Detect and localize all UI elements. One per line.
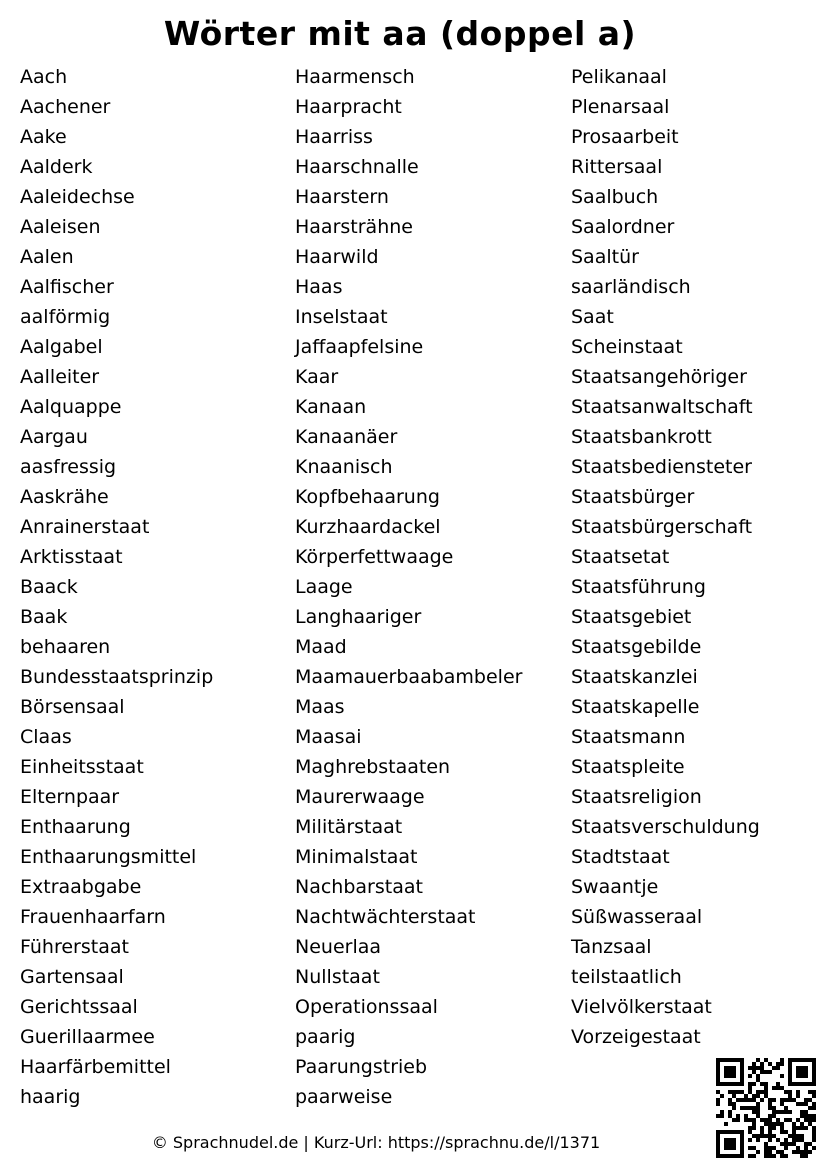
word-item: Staatsetat (571, 546, 670, 568)
word-item: saarländisch (571, 276, 691, 298)
word-item: Aalfischer (20, 276, 114, 298)
word-item: Guerillaarmee (20, 1026, 155, 1048)
qr-code (716, 1058, 816, 1158)
word-column-1 (20, 62, 213, 1112)
word-item: Langhaariger (295, 606, 422, 628)
word-item: Saaltür (571, 246, 639, 268)
word-item: Saalbuch (571, 186, 659, 208)
word-item: Enthaarung (20, 816, 131, 838)
word-item: Kaar (295, 366, 339, 388)
word-item: Einheitsstaat (20, 756, 144, 778)
word-item: Haarschnalle (295, 156, 419, 178)
word-item: Maurerwaage (295, 786, 425, 808)
word-item: Staatsbediensteter (571, 456, 752, 478)
word-item: Kanaan (295, 396, 367, 418)
word-item: Tanzsaal (571, 936, 652, 958)
word-item: Staatsbürger (571, 486, 695, 508)
word-item: Rittersaal (571, 156, 663, 178)
word-item: Kopfbehaarung (295, 486, 440, 508)
word-item: Stadtstaat (571, 846, 670, 868)
word-item: Nachtwächterstaat (295, 906, 476, 928)
word-item: teilstaatlich (571, 966, 682, 988)
page-title: Wörter mit aa (doppel a) (163, 14, 637, 53)
word-item: Knaanisch (295, 456, 393, 478)
word-item: Saat (571, 306, 614, 328)
word-item: Kanaanäer (295, 426, 398, 448)
word-item: Aalderk (20, 156, 93, 178)
word-item: Staatsgebilde (571, 636, 702, 658)
word-item: Haarwild (295, 246, 379, 268)
word-item: Maghrebstaaten (295, 756, 451, 778)
footer-copyright: © Sprachnudel.de | Kurz-Url: https://sprachnu.de/l/1371 (151, 1133, 601, 1152)
word-item: Staatsbankrott (571, 426, 712, 448)
word-item: Staatspleite (571, 756, 685, 778)
word-item: Saalordner (571, 216, 675, 238)
word-item: Gartensaal (20, 966, 124, 988)
word-item: Staatsangehöriger (571, 366, 747, 388)
word-item: Körperfettwaage (295, 546, 454, 568)
word-item: Vielvölkerstaat (571, 996, 712, 1018)
word-column-3 (571, 62, 760, 1052)
word-item: Paarungstrieb (295, 1056, 428, 1078)
word-item: Aaleisen (20, 216, 101, 238)
word-item: Staatskanzlei (571, 666, 698, 688)
word-item: Plenarsaal (571, 96, 670, 118)
word-item: Aach (20, 66, 68, 88)
word-item: Haarmensch (295, 66, 415, 88)
word-item: Süßwasseraal (571, 906, 703, 928)
word-item: Haarstern (295, 186, 389, 208)
word-item: Anrainerstaat (20, 516, 150, 538)
word-item: Staatsanwaltschaft (571, 396, 753, 418)
word-item: Haarpracht (295, 96, 402, 118)
word-item: Aalquappe (20, 396, 122, 418)
word-item: Enthaarungsmittel (20, 846, 197, 868)
word-item: Kurzhaardackel (295, 516, 441, 538)
word-item: Militärstaat (295, 816, 403, 838)
word-item: Haarriss (295, 126, 373, 148)
word-item: Haarsträhne (295, 216, 413, 238)
word-item: Aaleidechse (20, 186, 135, 208)
word-item: Aalleiter (20, 366, 100, 388)
word-item: Nullstaat (295, 966, 380, 988)
word-item: paarweise (295, 1086, 393, 1108)
word-item: Maamauerbaabambeler (295, 666, 523, 688)
word-item: Börsensaal (20, 696, 125, 718)
word-item: Baak (20, 606, 68, 628)
word-item: Führerstaat (20, 936, 129, 958)
word-item: Aalen (20, 246, 74, 268)
word-item: aalförmig (20, 306, 111, 328)
word-item: Maad (295, 636, 347, 658)
word-item: Elternpaar (20, 786, 120, 808)
word-item: aasfressig (20, 456, 117, 478)
word-item: Minimalstaat (295, 846, 418, 868)
word-item: Jaffaapfelsine (295, 336, 424, 358)
word-item: Nachbarstaat (295, 876, 423, 898)
word-item: paarig (295, 1026, 356, 1048)
word-item: Aachener (20, 96, 111, 118)
word-column-2 (295, 62, 522, 1112)
word-item: Aaskrähe (20, 486, 109, 508)
word-item: Scheinstaat (571, 336, 683, 358)
word-item: Arktisstaat (20, 546, 123, 568)
word-item: Laage (295, 576, 353, 598)
word-item: Staatsmann (571, 726, 686, 748)
word-item: Gerichtssaal (20, 996, 138, 1018)
word-item: Staatsbürgerschaft (571, 516, 753, 538)
word-item: Extraabgabe (20, 876, 142, 898)
word-item: Vorzeigestaat (571, 1026, 701, 1048)
word-item: Staatsreligion (571, 786, 702, 808)
word-item: Haas (295, 276, 343, 298)
word-item: Prosaarbeit (571, 126, 679, 148)
word-item: Claas (20, 726, 72, 748)
word-item: Neuerlaa (295, 936, 382, 958)
word-item: Staatskapelle (571, 696, 700, 718)
word-item: Frauenhaarfarn (20, 906, 166, 928)
word-item: Maas (295, 696, 345, 718)
word-item: Aalgabel (20, 336, 103, 358)
word-item: Inselstaat (295, 306, 388, 328)
word-item: Bundesstaatsprinzip (20, 666, 214, 688)
word-item: Swaantje (571, 876, 659, 898)
word-item: Maasai (295, 726, 362, 748)
word-item: Aargau (20, 426, 88, 448)
word-item: Pelikanaal (571, 66, 667, 88)
word-item: Haarfärbemittel (20, 1056, 171, 1078)
word-item: Staatsführung (571, 576, 706, 598)
word-item: Staatsgebiet (571, 606, 692, 628)
word-item: Staatsverschuldung (571, 816, 760, 838)
word-item: Operationssaal (295, 996, 438, 1018)
word-item: haarig (20, 1086, 81, 1108)
word-item: behaaren (20, 636, 111, 658)
word-item: Aake (20, 126, 67, 148)
word-item: Baack (20, 576, 78, 598)
